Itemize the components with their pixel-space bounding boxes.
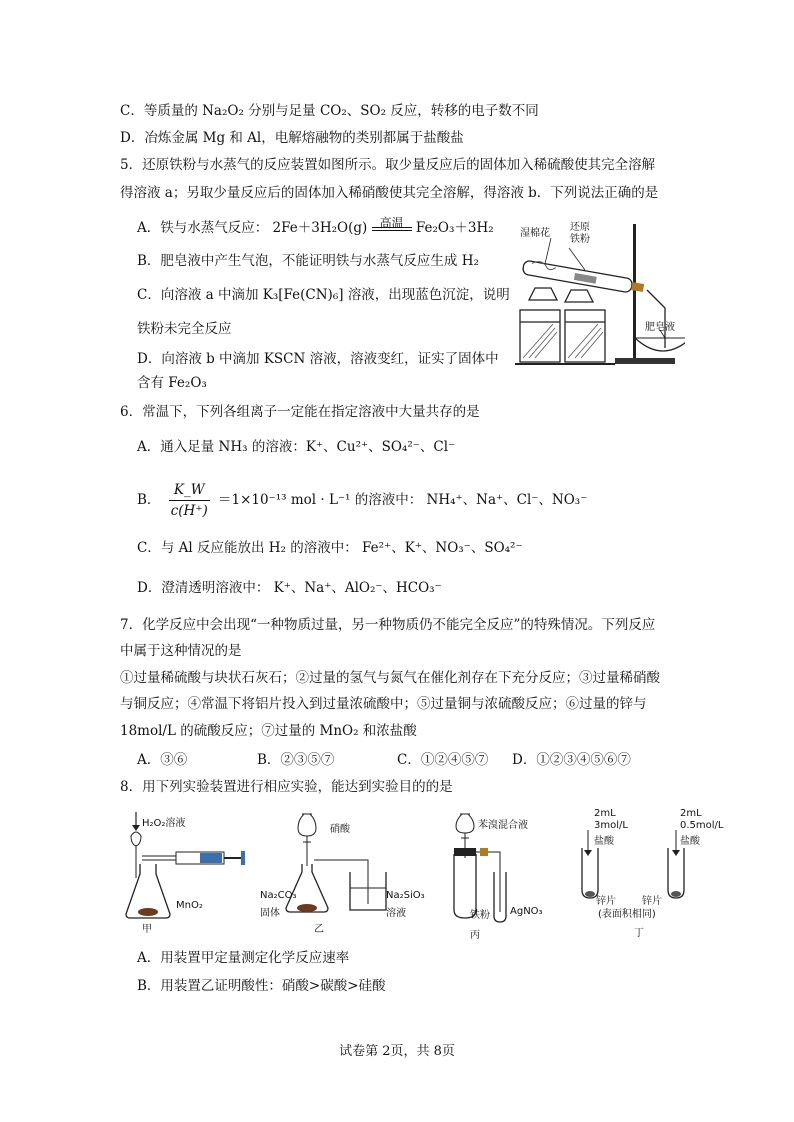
q8-ding-caption: 丁 — [634, 928, 644, 939]
q8-jia-caption: 甲 — [142, 924, 152, 935]
q6-option-b — [137, 478, 587, 522]
q8-ding-right-concentration: 0.5mol/L — [680, 820, 724, 831]
q6-option-c — [137, 538, 523, 558]
q5-option-a-label: A．铁与水蒸气反应： — [137, 220, 269, 236]
q8-apparatus-jia — [120, 808, 250, 936]
q7-stem-line1: 7．化学反应中会出现“一种物质过量，另一种物质仍不能完全反应”的特殊情况。下列反应 — [120, 617, 656, 633]
q8-yi-label-na2co3-line2: 固体 — [260, 908, 280, 919]
q8-yi-caption: 乙 — [314, 924, 324, 935]
page-footer: 试卷第 2页，共 8页 — [339, 1044, 455, 1059]
q8-bing-label-benzene-bromine: 苯溴混合液 — [478, 820, 528, 831]
q8-apparatus-yi — [258, 808, 425, 936]
q6-option-b-condition: ＝1×10⁻¹³ mol · L⁻¹ 的溶液中： — [218, 492, 423, 508]
q7-option-d: D．①②③④⑤⑥⑦ — [512, 752, 631, 768]
q5-equation-arrow — [372, 215, 412, 231]
q8-ding-right-zinc: 锌片 — [642, 896, 662, 907]
q6-option-b-label: B． — [137, 492, 161, 508]
q7-option-b: B．②③⑤⑦ — [257, 752, 335, 768]
q5-option-b: B．肥皂液中产生气泡，不能证明铁与水蒸气反应生成 H₂ — [137, 253, 479, 269]
q4-option-d: D．冶炼金属 Mg 和 Al，电解熔融物的类别都属于盐酸盐 — [120, 130, 464, 146]
q7-items-line3: 18mol/L 的硫酸反应；⑦过量的 MnO₂ 和浓盐酸 — [120, 723, 417, 739]
q8-bing-caption: 丙 — [470, 930, 480, 941]
q8-apparatus-ding — [580, 808, 730, 940]
q6-option-a: A．通入足量 NH₃ 的溶液：K⁺、Cu²⁺、SO₄²⁻、Cl⁻ — [137, 439, 456, 455]
q8-ding-left-acid: 盐酸 — [594, 836, 614, 847]
q5-option-c-reagent: K₃[Fe(CN)₆] — [262, 287, 344, 303]
q8-ding-zinc-note: (表面积相同) — [598, 909, 656, 920]
q6-fraction-numerator: K_W — [169, 480, 210, 501]
q6-option-c-condition: C．与 Al 反应能放出 H₂ 的溶液中： — [137, 540, 358, 556]
q5-label-soap-solution: 肥皂液 — [645, 322, 675, 333]
q8-apparatus-bing — [440, 808, 570, 940]
q6-option-b-fraction — [169, 480, 210, 521]
q8-option-b: B．用装置乙证明酸性：硝酸>碳酸>硅酸 — [137, 978, 386, 994]
q8-ding-left-zinc: 锌片 — [596, 896, 616, 907]
q8-option-a: A．用装置甲定量测定化学反应速率 — [137, 950, 350, 966]
q5-equation-condition: 高温 — [379, 215, 404, 230]
q6-option-b-ions: NH₄⁺、Na⁺、Cl⁻、NO₃⁻ — [426, 492, 588, 508]
q6-stem: 6．常温下，下列各组离子一定能在指定溶液中大量共存的是 — [120, 404, 480, 420]
q8-yi-label-na2sio3-line2: 溶液 — [386, 908, 406, 919]
q5-option-d-line2: 含有 Fe₂O₃ — [137, 375, 207, 391]
q8-yi-label-na2sio3-line1: Na₂SiO₃ — [386, 890, 425, 901]
q8-stem: 8．用下列实验装置进行相应实验，能达到实验目的的是 — [120, 779, 453, 795]
q6-fraction-denominator: c(H⁺) — [170, 503, 208, 519]
q8-jia-label-mno2: MnO₂ — [176, 900, 203, 911]
q6-option-d-condition: D．澄清透明溶液中： — [137, 580, 270, 596]
q5-equation-left: 2Fe＋3H₂O(g) — [272, 220, 368, 236]
q8-jia-label-h2o2: H₂O₂溶液 — [142, 818, 186, 829]
q5-option-c-prefix: C．向溶液 a 中滴加 — [137, 287, 259, 303]
q5-label-iron-powder-line1: 还原 — [570, 222, 590, 233]
q8-ding-left-volume: 2mL — [594, 808, 616, 819]
q6-option-d — [137, 578, 442, 598]
q5-equation-right: Fe₂O₃＋3H₂ — [415, 220, 494, 236]
q4-option-c: C．等质量的 Na₂O₂ 分别与足量 CO₂、SO₂ 反应，转移的电子数不同 — [120, 103, 539, 119]
q7-stem-line2: 中属于这种情况的是 — [120, 643, 242, 659]
q5-option-a — [137, 215, 494, 238]
q6-option-d-ions: K⁺、Na⁺、AlO₂⁻、HCO₃⁻ — [273, 580, 442, 596]
q5-option-d-line1: D．向溶液 b 中滴加 KSCN 溶液，溶液变红，证实了固体中 — [137, 351, 499, 367]
q6-option-c-ions: Fe²⁺、K⁺、NO₃⁻、SO₄²⁻ — [362, 540, 523, 556]
q8-yi-label-na2co3-line1: Na₂CO₃ — [260, 890, 297, 901]
q7-items-line2: 与铜反应；④常温下将铝片投入到过量浓硫酸中；⑤过量铜与浓硫酸反应；⑥过量的锌与 — [120, 696, 647, 712]
q8-ding-left-concentration: 3mol/L — [594, 820, 628, 831]
q8-ding-right-acid: 盐酸 — [680, 836, 700, 847]
q7-option-a: A．③⑥ — [137, 752, 188, 768]
q5-stem-line2: 得溶液 a；另取少量反应后的固体加入稀硝酸使其完全溶解，得溶液 b．下列说法正确的是 — [120, 185, 659, 201]
q5-apparatus-figure — [515, 218, 685, 368]
q8-ding-right-volume: 2mL — [680, 808, 702, 819]
q5-option-c-line2: 铁粉未完全反应 — [137, 321, 232, 337]
q8-yi-label-acid: 硝酸 — [330, 824, 350, 835]
q5-label-iron-powder-line2: 铁粉 — [570, 234, 590, 245]
q5-option-c-line1 — [137, 285, 510, 305]
q5-stem-line1: 5．还原铁粉与水蒸气的反应装置如图所示。取少量反应后的固体加入稀硫酸使其完全溶解 — [120, 157, 656, 173]
q5-option-c-suffix: 溶液，出现蓝色沉淀，说明 — [347, 287, 510, 303]
q7-option-c: C．①②④⑤⑦ — [397, 752, 489, 768]
q5-label-wet-cotton: 湿棉花 — [520, 228, 550, 239]
q7-items-line1: ①过量稀硫酸与块状石灰石；②过量的氢气与氮气在催化剂存在下充分反应；③过量稀硝酸 — [120, 670, 660, 686]
q8-bing-label-agno3: AgNO₃ — [510, 906, 543, 917]
q8-bing-label-iron: 铁粉 — [470, 910, 490, 921]
